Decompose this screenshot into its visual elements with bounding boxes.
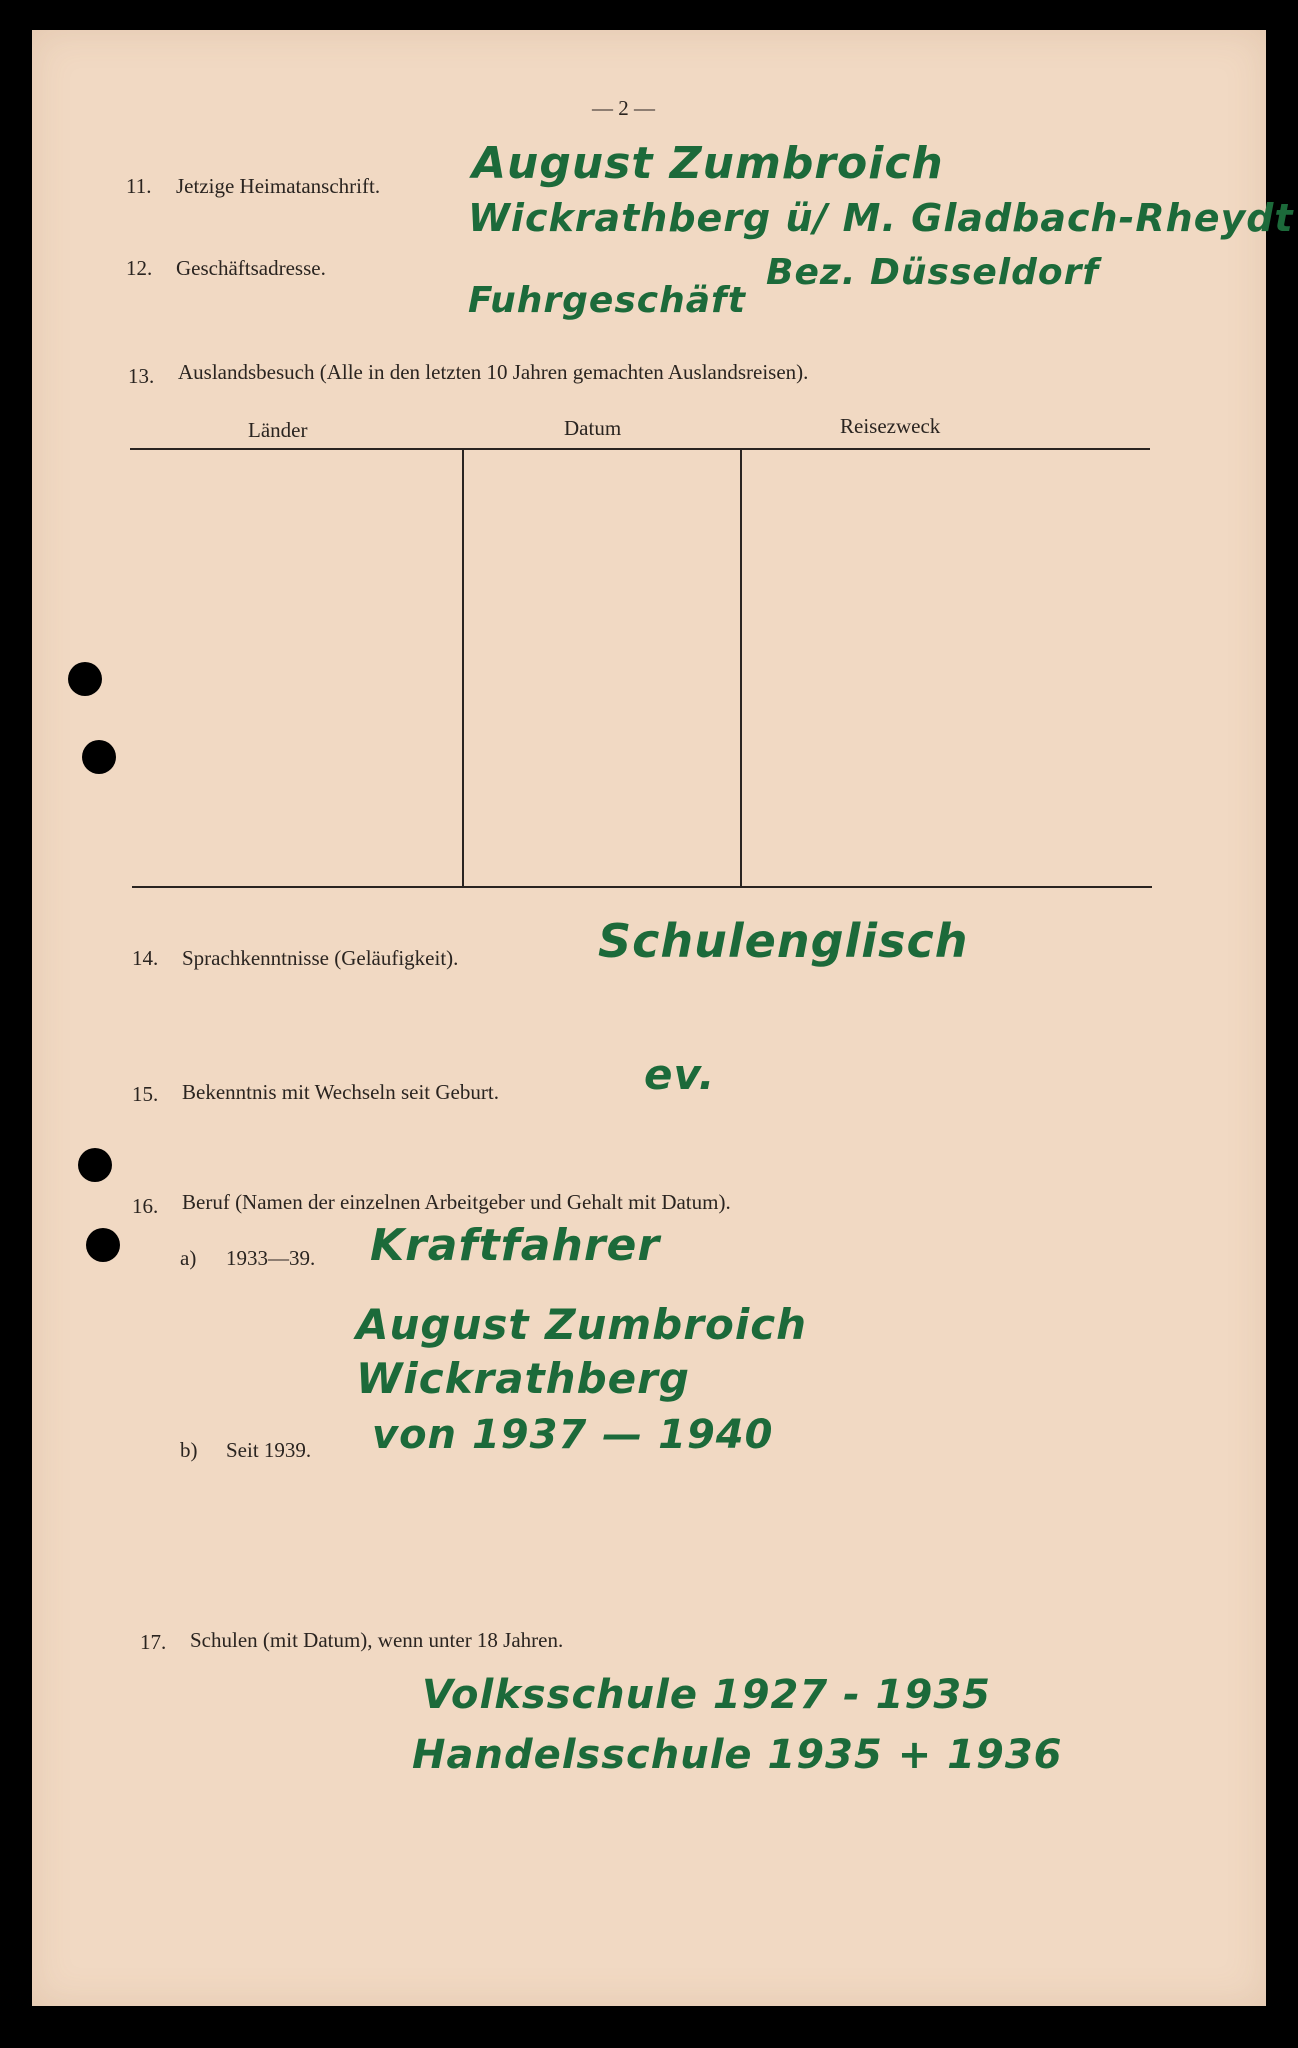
handwritten-business: Fuhrgeschäft: [468, 280, 746, 321]
item-13-label: Auslandsbesuch (Alle in den letzten 10 Jahren gemachten Auslandsreisen).: [178, 360, 809, 384]
page-number: — 2 —: [592, 96, 655, 120]
table-top-rule: [130, 448, 1150, 450]
handwritten-district: Bez. Düsseldorf: [766, 252, 1100, 293]
item-14-label: Sprachkenntnisse (Geläufigkeit).: [182, 946, 459, 970]
item-16b-marker: b): [180, 1438, 198, 1462]
handwritten-address-line2: Wickrathberg ü/ M. Gladbach-Rheydt: [468, 196, 1294, 240]
punch-hole-1: [68, 662, 102, 696]
item-11-number: 11.: [126, 174, 152, 198]
item-17-number: 17.: [140, 1630, 167, 1654]
table-header-date: Datum: [564, 416, 622, 440]
table-header-purpose: Reisezweck: [840, 414, 941, 438]
item-16b-label: Seit 1939.: [226, 1438, 312, 1462]
handwritten-language: Schulenglisch: [598, 914, 969, 968]
table-column-divider-2: [740, 450, 742, 886]
item-15-label: Bekenntnis mit Wechseln seit Geburt.: [182, 1080, 499, 1104]
item-11-label: Jetzige Heimatanschrift.: [176, 174, 381, 198]
handwritten-employer: August Zumbroich: [356, 1300, 808, 1349]
handwritten-religion: ev.: [644, 1050, 716, 1099]
punch-hole-3: [78, 1148, 112, 1182]
handwritten-employment-period: von 1937 — 1940: [372, 1412, 774, 1458]
item-15-number: 15.: [132, 1082, 159, 1106]
punch-hole-4: [86, 1228, 120, 1262]
item-16-number: 16.: [132, 1194, 159, 1218]
handwritten-school-2: Handelsschule 1935 + 1936: [412, 1732, 1063, 1778]
table-bottom-rule: [132, 886, 1152, 888]
item-12-label: Geschäftsadresse.: [176, 256, 326, 280]
handwritten-address-line1: August Zumbroich: [472, 138, 944, 189]
item-16a-label: 1933—39.: [226, 1246, 316, 1270]
handwritten-job-a: Kraftfahrer: [370, 1220, 661, 1271]
item-16a-marker: a): [180, 1246, 197, 1270]
item-16-label: Beruf (Namen der einzelnen Arbeitgeber und Gehalt mit Datum).: [182, 1190, 731, 1214]
item-14-number: 14.: [132, 946, 159, 970]
item-17-label: Schulen (mit Datum), wenn unter 18 Jahren.: [190, 1628, 564, 1652]
handwritten-school-1: Volksschule 1927 - 1935: [422, 1672, 991, 1718]
table-column-divider-1: [462, 450, 464, 886]
table-header-countries: Länder: [248, 418, 308, 442]
handwritten-employer-town: Wickrathberg: [356, 1354, 690, 1403]
item-12-number: 12.: [126, 256, 153, 280]
item-13-number: 13.: [128, 364, 155, 388]
form-page: [32, 30, 1294, 2006]
punch-hole-2: [82, 740, 116, 774]
